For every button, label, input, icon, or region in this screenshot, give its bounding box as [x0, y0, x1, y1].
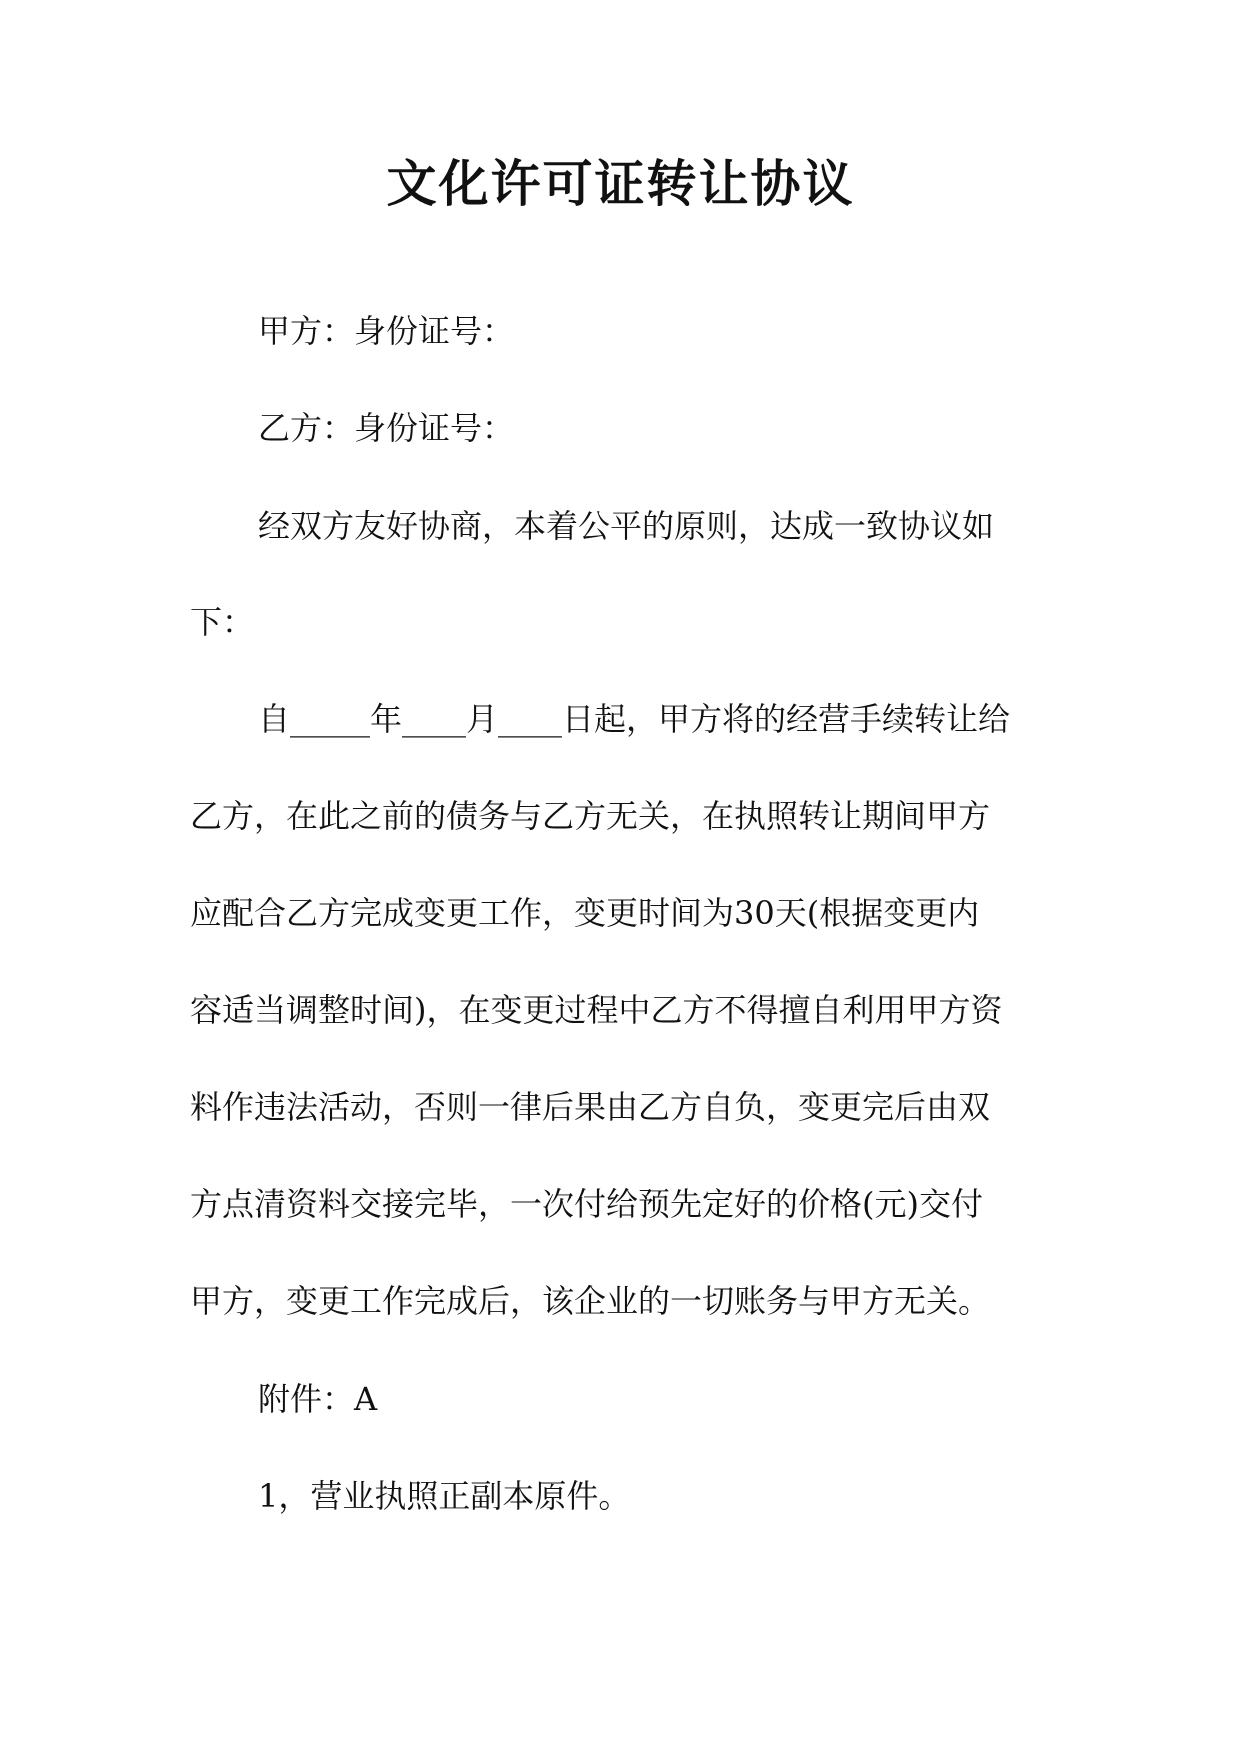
paragraph-line: 料作违法活动，否则一律后果由乙方自负，变更完后由双 [190, 1088, 991, 1126]
document-title: 文化许可证转让协议 [386, 154, 855, 213]
paragraph-line: 方点清资料交接完毕，一次付给预先定好的价格(元)交付 [190, 1185, 983, 1223]
paragraph-line: 应配合乙方完成变更工作，变更时间为30天(根据变更内 [190, 894, 980, 932]
party-a-line: 甲方：身份证号： [258, 312, 515, 350]
paragraph-line: 甲方，变更工作完成后，该企业的一切账务与甲方无关。 [190, 1282, 991, 1320]
paragraph-line: 下： [190, 603, 255, 641]
paragraph-line: 自_____年____月____日起，甲方将的经营手续转让给 [258, 700, 1011, 738]
paragraph-line: 乙方，在此之前的债务与乙方无关，在执照转让期间甲方 [190, 797, 991, 835]
attachment-item: 1，营业执照正副本原件。 [258, 1477, 631, 1515]
attachment-heading: 附件：A [258, 1380, 378, 1418]
paragraph-line: 经双方友好协商，本着公平的原则，达成一致协议如 [258, 507, 995, 545]
party-b-line: 乙方：身份证号： [258, 409, 515, 447]
paragraph-line: 容适当调整时间)，在变更过程中乙方不得擅自利用甲方资 [190, 991, 1003, 1029]
